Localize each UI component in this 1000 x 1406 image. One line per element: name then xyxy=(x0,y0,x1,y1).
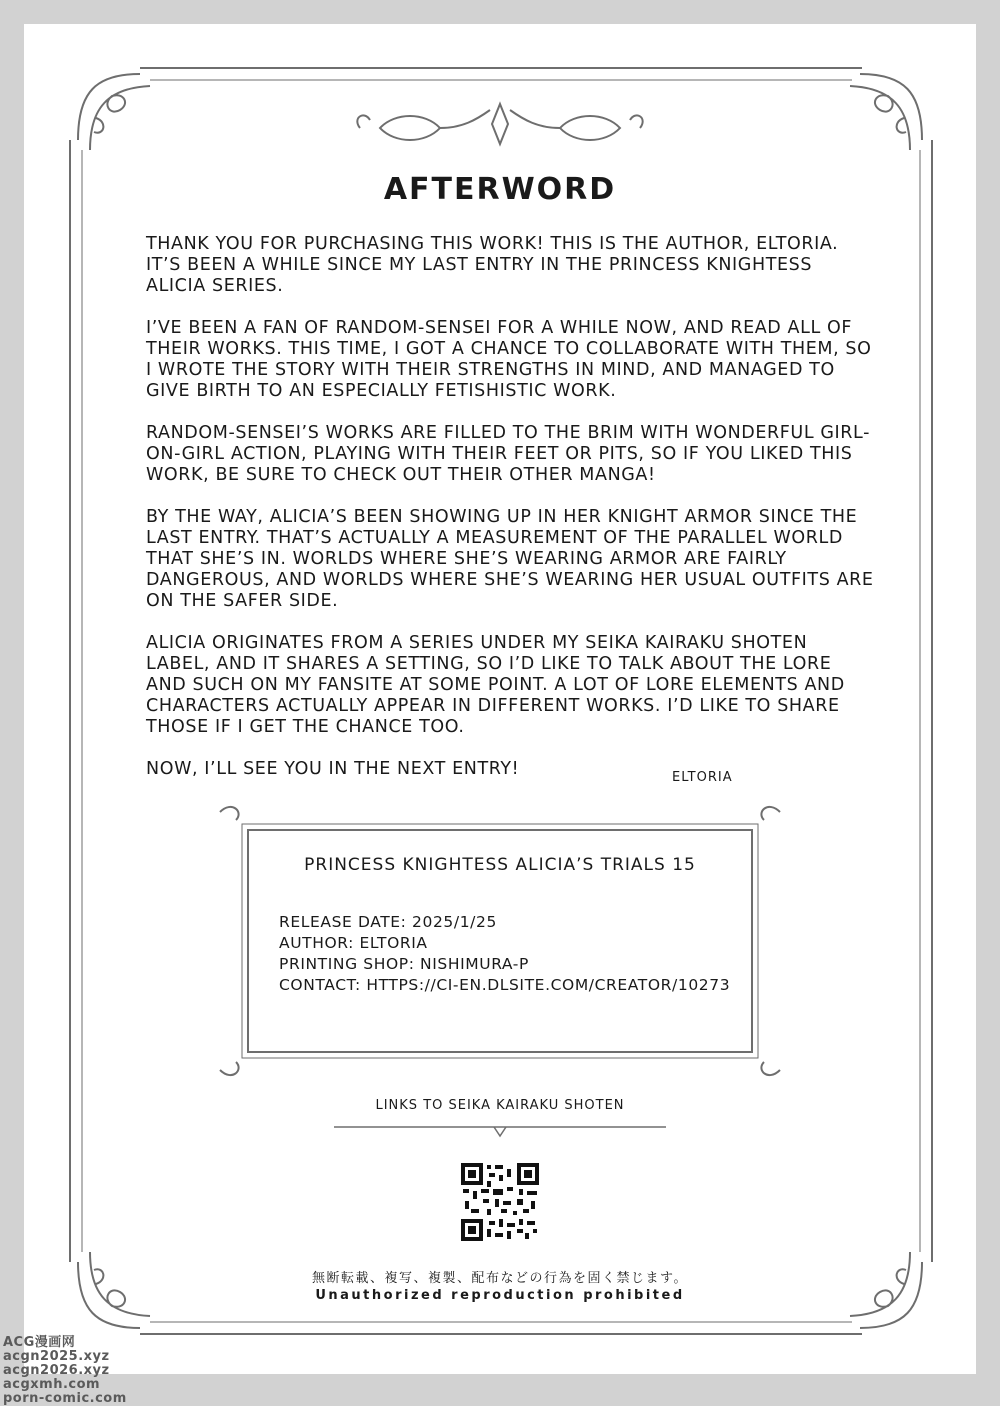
info-box-title: PRINCESS KNIGHTESS ALICIA’S TRIALS 15 xyxy=(304,855,696,875)
paragraph: I’VE BEEN A FAN OF RANDOM-SENSEI FOR A WHILE NOW, AND READ ALL OF THEIR WORKS. THIS TIME, I GOT A CHANCE TO COLLABORATE WITH THEM, SO I WROTE THE STORY WITH THEIR STRENGTHS IN MIND, AND MANAGED TO GIVE BIRTH TO AN ESPECIALLY FETISHISTIC WORK. xyxy=(146,318,872,401)
author-credit: AUTHOR: ELTORIA xyxy=(279,934,428,952)
footer-japanese-notice: 無断転載、複写、複製、配布などの行為を固く禁じます。 xyxy=(312,1271,688,1286)
paragraph: ALICIA ORIGINATES FROM A SERIES UNDER MY SEIKA KAIRAKU SHOTEN LABEL, AND IT SHARES A SETTING, SO I’D LIKE TO TALK ABOUT THE LORE AND SUCH ON MY FANSITE AT SOME POINT. A LOT OF LORE ELEMENTS AND CHARACTERS ACTUALLY APPEAR IN DIFFERENT WORKS. I’D LIKE TO SHARE THOSE IF I GET THE CHANCE TOO. xyxy=(146,633,845,737)
afterword-body xyxy=(146,234,876,801)
watermark-line: acgn2025.xyz xyxy=(3,1349,110,1364)
watermark-line: ACG漫画网 xyxy=(3,1335,76,1350)
paragraph: THANK YOU FOR PURCHASING THIS WORK! THIS IS THE AUTHOR, ELTORIA. IT’S BEEN A WHILE SINCE MY LAST ENTRY IN THE PRINCESS KNIGHTESS ALICIA SERIES. xyxy=(146,234,839,296)
info-box-details xyxy=(279,912,730,996)
author-signature: ELTORIA xyxy=(672,770,733,785)
links-label: LINKS TO SEIKA KAIRAKU SHOTEN xyxy=(375,1098,625,1113)
footer-english-notice: Unauthorized reproduction prohibited xyxy=(315,1288,685,1303)
watermark-line: porn-comic.com xyxy=(3,1391,127,1406)
release-date: RELEASE DATE: 2025/1/25 xyxy=(279,913,497,931)
qr-code-icon[interactable] xyxy=(461,1163,539,1241)
site-watermark xyxy=(3,1336,127,1406)
printing-shop: PRINTING SHOP: NISHIMURA-P xyxy=(279,955,529,973)
afterword-title: AFTERWORD xyxy=(383,172,617,207)
paragraph: RANDOM-SENSEI’S WORKS ARE FILLED TO THE BRIM WITH WONDERFUL GIRL-ON-GIRL ACTION, PLAYING WITH THEIR FEET OR PITS, SO IF YOU LIKED THIS WORK, BE SURE TO CHECK OUT THEIR OTHER MANGA! xyxy=(146,423,870,485)
paragraph: BY THE WAY, ALICIA’S BEEN SHOWING UP IN HER KNIGHT ARMOR SINCE THE LAST ENTRY. THAT’S ACTUALLY A MEASUREMENT OF THE PARALLEL WORLD THAT SHE’S IN. WORLDS WHERE SHE’S WEARING ARMOR ARE FAIRLY DANGEROUS, AND WORLDS WHERE SHE’S WEARING HER USUAL OUTFITS ARE ON THE SAFER SIDE. xyxy=(146,507,874,611)
contact-link[interactable]: CONTACT: HTTPS://CI-EN.DLSITE.COM/CREATOR/10273 xyxy=(279,976,731,994)
paragraph: NOW, I’LL SEE YOU IN THE NEXT ENTRY! xyxy=(146,759,520,779)
watermark-line: acgn2026.xyz xyxy=(3,1363,110,1378)
watermark-line: acgxmh.com xyxy=(3,1377,101,1392)
